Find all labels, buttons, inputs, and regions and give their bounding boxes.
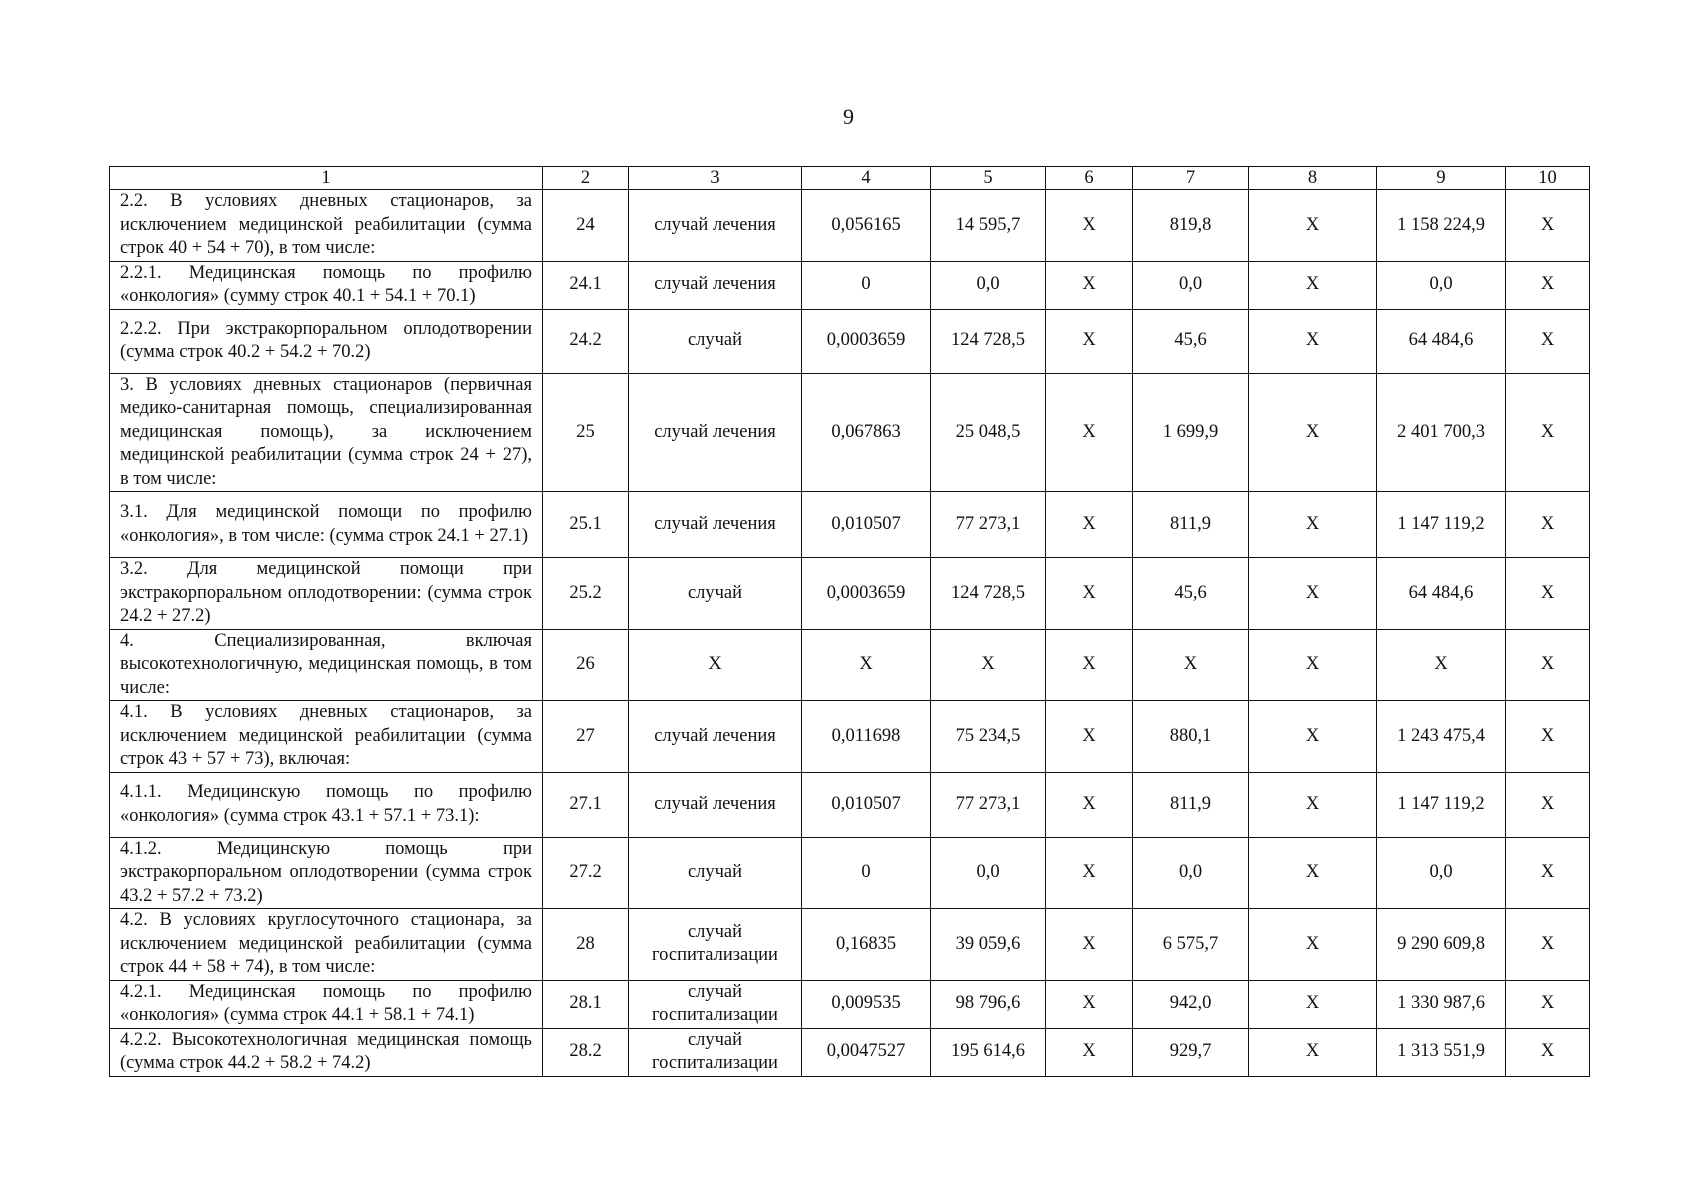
unit-of-measure: случай лечения [629,772,802,837]
cell-col-5: 0,0 [931,261,1046,309]
row-number: 28.2 [543,1028,629,1076]
unit-of-measure: случай госпитализации [629,1028,802,1076]
cell-col-4: 0,010507 [802,492,931,558]
table-row [110,190,1590,262]
column-header: 1 [110,167,543,190]
cell-col-7: 45,6 [1133,558,1249,630]
column-header: 5 [931,167,1046,190]
cell-col-6: X [1046,373,1133,492]
row-description: 4.1. В условиях дневных стационаров, за исключением медицинской реабилитации (сумма строк 43 + 57 + 73), включая: [110,701,543,773]
row-number: 28 [543,909,629,981]
cell-col-7: X [1133,629,1249,701]
cell-col-5: 39 059,6 [931,909,1046,981]
cell-col-6: X [1046,492,1133,558]
table-row [110,772,1590,837]
page-number: 9 [843,104,854,129]
unit-of-measure: случай госпитализации [629,980,802,1028]
cell-col-5: 77 273,1 [931,772,1046,837]
cell-col-9: 0,0 [1377,837,1506,909]
unit-of-measure: случай лечения [629,373,802,492]
row-description: 4.1.2. Медицинскую помощь при экстракорпоральном оплодотворении (сумма строк 43.2 + 57.2 + 73.2) [110,837,543,909]
table-row [110,558,1590,630]
row-description: 4.2.2. Высокотехнологичная медицинская помощь (сумма строк 44.2 + 58.2 + 74.2) [110,1028,543,1076]
cell-col-4: 0,010507 [802,772,931,837]
cell-col-9: 1 243 475,4 [1377,701,1506,773]
cell-col-9: 1 147 119,2 [1377,772,1506,837]
cell-col-7: 942,0 [1133,980,1249,1028]
cell-col-6: X [1046,190,1133,262]
column-header: 9 [1377,167,1506,190]
cell-col-8: X [1249,373,1377,492]
row-description: 4. Специализированная, включая высокотехнологичную, медицинская помощь, в том числе: [110,629,543,701]
row-number: 27.2 [543,837,629,909]
cell-col-8: X [1249,772,1377,837]
row-number: 24.2 [543,309,629,373]
table-row [110,909,1590,981]
cell-col-10: X [1506,980,1590,1028]
unit-of-measure: случай лечения [629,701,802,773]
cell-col-10: X [1506,558,1590,630]
cell-col-10: X [1506,701,1590,773]
cell-col-8: X [1249,980,1377,1028]
cell-col-10: X [1506,373,1590,492]
table-row [110,261,1590,309]
cell-col-4: 0,0003659 [802,309,931,373]
cell-col-8: X [1249,629,1377,701]
row-number: 25.2 [543,558,629,630]
unit-of-measure: случай госпитализации [629,909,802,981]
unit-of-measure: X [629,629,802,701]
column-header: 4 [802,167,931,190]
unit-of-measure: случай [629,309,802,373]
cell-col-7: 819,8 [1133,190,1249,262]
cell-col-9: 1 147 119,2 [1377,492,1506,558]
cell-col-4: 0 [802,837,931,909]
column-number-row [110,167,1590,190]
row-description: 3.2. Для медицинской помощи при экстракорпоральном оплодотворении: (сумма строк 24.2 + 27.2) [110,558,543,630]
row-description: 3. В условиях дневных стационаров (первичная медико-санитарная помощь, специализированная медицинская помощь), за исключением медицинской реабилитации (сумма строк 24 + 27), в том числе: [110,373,543,492]
cell-col-8: X [1249,837,1377,909]
cell-col-5: X [931,629,1046,701]
cell-col-7: 929,7 [1133,1028,1249,1076]
cell-col-5: 77 273,1 [931,492,1046,558]
cell-col-9: X [1377,629,1506,701]
table-row [110,492,1590,558]
cell-col-5: 0,0 [931,837,1046,909]
row-number: 26 [543,629,629,701]
cell-col-8: X [1249,190,1377,262]
cell-col-10: X [1506,772,1590,837]
column-header: 8 [1249,167,1377,190]
cell-col-4: 0,16835 [802,909,931,981]
cell-col-6: X [1046,772,1133,837]
cell-col-4: 0,011698 [802,701,931,773]
column-header: 3 [629,167,802,190]
row-description: 4.2. В условиях круглосуточного стационара, за исключением медицинской реабилитации (сумма строк 44 + 58 + 74), в том числе: [110,909,543,981]
cell-col-7: 6 575,7 [1133,909,1249,981]
cell-col-9: 9 290 609,8 [1377,909,1506,981]
cell-col-5: 25 048,5 [931,373,1046,492]
cell-col-10: X [1506,492,1590,558]
cell-col-5: 124 728,5 [931,309,1046,373]
cell-col-9: 1 313 551,9 [1377,1028,1506,1076]
cell-col-7: 0,0 [1133,837,1249,909]
cell-col-6: X [1046,1028,1133,1076]
cell-col-5: 98 796,6 [931,980,1046,1028]
cell-col-10: X [1506,629,1590,701]
cell-col-8: X [1249,309,1377,373]
row-description: 4.2.1. Медицинская помощь по профилю «онкология» (сумма строк 44.1 + 58.1 + 74.1) [110,980,543,1028]
row-description: 2.2.2. При экстракорпоральном оплодотворении (сумма строк 40.2 + 54.2 + 70.2) [110,309,543,373]
table-row [110,701,1590,773]
cell-col-5: 124 728,5 [931,558,1046,630]
cell-col-4: X [802,629,931,701]
cell-col-4: 0,0003659 [802,558,931,630]
cell-col-7: 811,9 [1133,772,1249,837]
cell-col-9: 1 330 987,6 [1377,980,1506,1028]
cell-col-7: 880,1 [1133,701,1249,773]
cell-col-6: X [1046,980,1133,1028]
row-number: 25 [543,373,629,492]
cell-col-10: X [1506,309,1590,373]
row-description: 4.1.1. Медицинскую помощь по профилю «онкология» (сумма строк 43.1 + 57.1 + 73.1): [110,772,543,837]
row-number: 28.1 [543,980,629,1028]
cell-col-10: X [1506,837,1590,909]
cell-col-9: 1 158 224,9 [1377,190,1506,262]
cell-col-5: 14 595,7 [931,190,1046,262]
unit-of-measure: случай [629,837,802,909]
unit-of-measure: случай [629,558,802,630]
cell-col-6: X [1046,261,1133,309]
row-number: 27 [543,701,629,773]
cell-col-10: X [1506,909,1590,981]
row-number: 24 [543,190,629,262]
row-number: 24.1 [543,261,629,309]
row-description: 2.2. В условиях дневных стационаров, за исключением медицинской реабилитации (сумма строк 40 + 54 + 70), в том числе: [110,190,543,262]
cell-col-10: X [1506,1028,1590,1076]
cell-col-4: 0,009535 [802,980,931,1028]
cell-col-4: 0,0047527 [802,1028,931,1076]
cell-col-10: X [1506,261,1590,309]
unit-of-measure: случай лечения [629,261,802,309]
cell-col-6: X [1046,909,1133,981]
cell-col-8: X [1249,492,1377,558]
table-row [110,629,1590,701]
cell-col-7: 1 699,9 [1133,373,1249,492]
cell-col-7: 811,9 [1133,492,1249,558]
cell-col-8: X [1249,701,1377,773]
cell-col-7: 45,6 [1133,309,1249,373]
row-number: 25.1 [543,492,629,558]
cell-col-8: X [1249,261,1377,309]
cell-col-5: 75 234,5 [931,701,1046,773]
cell-col-4: 0,056165 [802,190,931,262]
unit-of-measure: случай лечения [629,190,802,262]
table-row [110,373,1590,492]
cell-col-6: X [1046,837,1133,909]
column-header: 7 [1133,167,1249,190]
cell-col-8: X [1249,909,1377,981]
cell-col-7: 0,0 [1133,261,1249,309]
cell-col-10: X [1506,190,1590,262]
cell-col-6: X [1046,309,1133,373]
row-number: 27.1 [543,772,629,837]
cell-col-9: 0,0 [1377,261,1506,309]
unit-of-measure: случай лечения [629,492,802,558]
cell-col-6: X [1046,629,1133,701]
column-header: 10 [1506,167,1590,190]
cell-col-6: X [1046,701,1133,773]
cell-col-4: 0 [802,261,931,309]
cell-col-8: X [1249,558,1377,630]
cell-col-6: X [1046,558,1133,630]
data-table [109,166,1590,1077]
row-description: 3.1. Для медицинской помощи по профилю «онкология», в том числе: (сумма строк 24.1 + 27.1) [110,492,543,558]
table-row [110,1028,1590,1076]
cell-col-5: 195 614,6 [931,1028,1046,1076]
cell-col-9: 64 484,6 [1377,309,1506,373]
cell-col-9: 2 401 700,3 [1377,373,1506,492]
table-row [110,837,1590,909]
row-description: 2.2.1. Медицинская помощь по профилю «онкология» (сумму строк 40.1 + 54.1 + 70.1) [110,261,543,309]
table-row [110,980,1590,1028]
cell-col-8: X [1249,1028,1377,1076]
column-header: 2 [543,167,629,190]
cell-col-9: 64 484,6 [1377,558,1506,630]
column-header: 6 [1046,167,1133,190]
table-row [110,309,1590,373]
cell-col-4: 0,067863 [802,373,931,492]
